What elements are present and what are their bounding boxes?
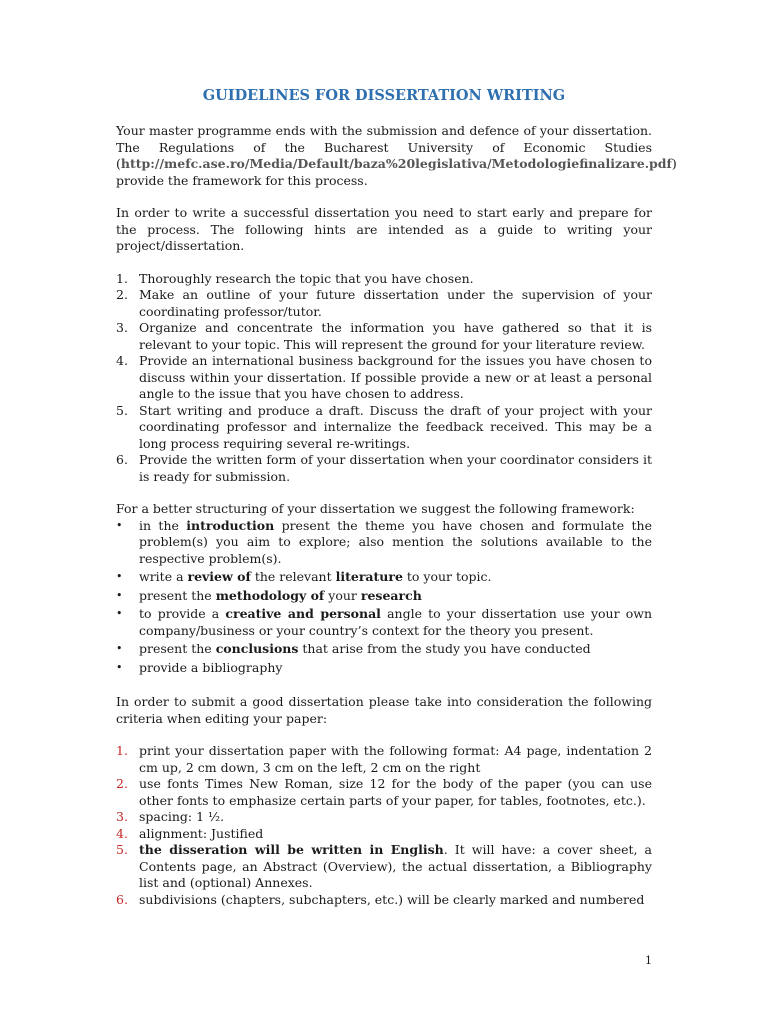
list-item: 4. Provide an international business background for the issues you have chosen to discuss within your dissertation. If possible provide a new or at least a personal angle to the issue that you have chosen to address. [116, 353, 652, 401]
list-item: 3. Organize and concentrate the information you have gathered so that it is relevant to your topic. This will represent the ground for your literature review. [116, 320, 652, 352]
list-item: 2. use fonts Times New Roman, size 12 for the body of the paper (you can use other fonts to emphasize certain parts of your paper, for tables, footnotes, etc.). [116, 776, 652, 808]
criteria-list [116, 743, 652, 908]
list-item: • write a review of the relevant literature to your topic. [116, 569, 492, 584]
list-item: • to provide a creative and personal angle to your dissertation use your own company/business or your country’s context for the theory you present. [116, 606, 652, 638]
list-item: • provide a bibliography [116, 659, 283, 675]
bullet-icon: • [116, 607, 123, 620]
list-item: 5. the disseration will be written in English. It will have: a cover sheet, a Contents page, an Abstract (Overview), the actual dissertation, a Bibliography list and (optional) Annexes. [116, 842, 652, 890]
list-item: 3. spacing: 1 ½. [116, 809, 225, 824]
bullet-icon: • [116, 588, 123, 602]
list-item: • present the conclusions that arise from the study you have conducted [116, 641, 591, 656]
list-item: 1. Thoroughly research the topic that you have chosen. [116, 270, 474, 286]
list-item: 6. Provide the written form of your dissertation when your coordinator considers it is ready for submission. [116, 452, 652, 484]
regulations-link[interactable]: http://mefc.ase.ro/Media/Default/baza%20legislativa/Metodologiefinalizare.pdf [120, 156, 672, 171]
framework-list [116, 518, 652, 677]
list-item: 6. subdivisions (chapters, subchapters, etc.) will be clearly marked and numbered [116, 891, 645, 907]
list-item: 5. Start writing and produce a draft. Discuss the draft of your project with your coordinating professor and internalize the feedback received. This may be a long process requiring several re-writings. [116, 402, 652, 451]
steps-list [116, 271, 652, 486]
bullet-icon: • [116, 518, 123, 532]
criteria-intro: In order to submit a good dissertation please take into consideration the following criteria when editing your paper: [116, 694, 652, 726]
list-item: 4. alignment: Justified [116, 825, 264, 841]
bullet-icon: • [116, 570, 123, 583]
framework-intro: For a better structuring of your dissertation we suggest the following framework: [116, 501, 635, 516]
intro-paragraph: Your master programme ends with the submission and defence of your dissertation. The Regulations of the Bucharest University of Economic Studies (http://mefc.ase.ro/Media/Default/baza%20legislativa/Metodologiefinalizare.pdf) provide the framework for this process. [116, 123, 677, 188]
document-title: GUIDELINES FOR DISSERTATION WRITING [202, 87, 566, 104]
list-item: • in the introduction present the theme you have chosen and formulate the problem(s) you aim to explore; also mention the solutions available to the respective problem(s). [116, 517, 652, 566]
page-number: 1 [645, 954, 652, 967]
list-item: 1. print your dissertation paper with the following format: A4 page, indentation 2 cm up, 2 cm down, 3 cm on the left, 2 cm on the right [116, 743, 652, 775]
bullet-icon: • [116, 660, 123, 674]
bullet-icon: • [116, 642, 123, 655]
list-item: 2. Make an outline of your future dissertation under the supervision of your coordinating professor/tutor. [116, 287, 652, 319]
hints-paragraph: In order to write a successful dissertation you need to start early and prepare for the process. The following hints are intended as a guide to writing your project/dissertation. [116, 205, 652, 253]
list-item: • present the methodology of your research [116, 587, 422, 603]
